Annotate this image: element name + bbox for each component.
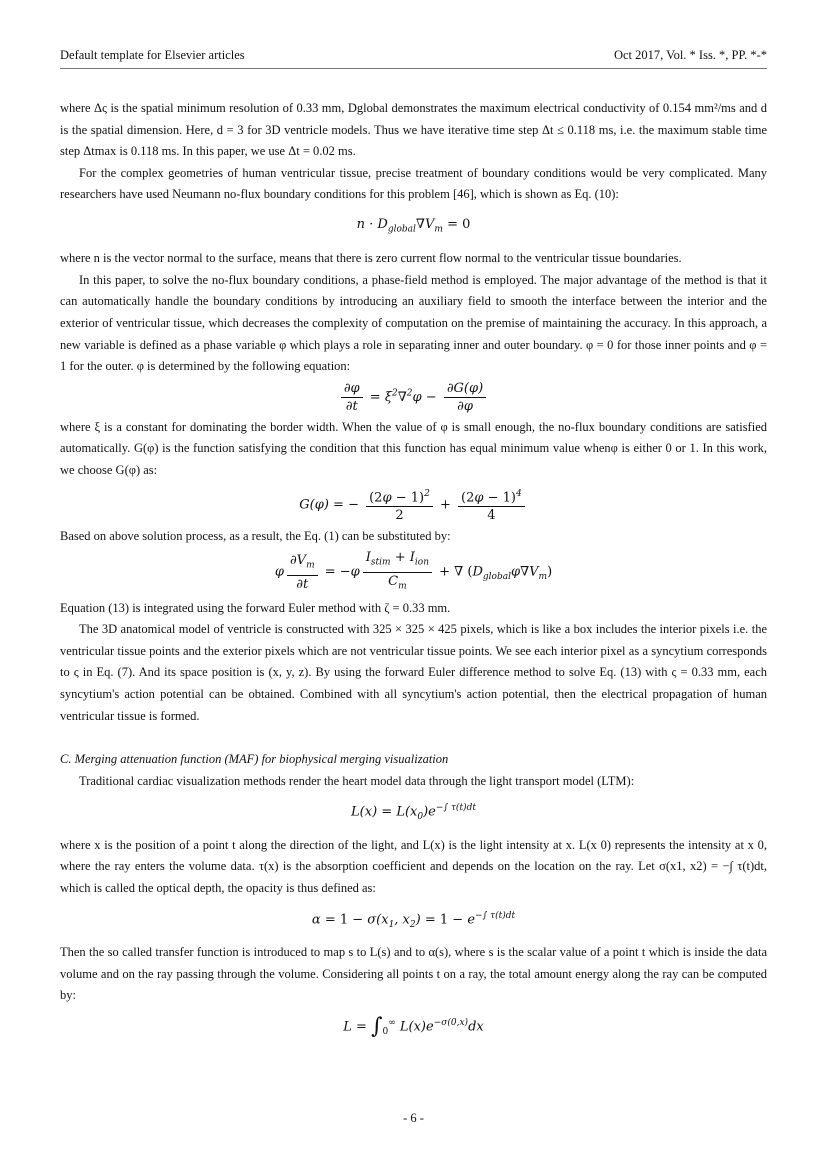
page-body: [60, 98, 767, 1043]
page-header: [60, 48, 767, 66]
equation-opacity: $\alpha = 1 - \sigma(x_1$, $x_2) = 1 - e^{-\int \tau(t)dt}$: [311, 910, 516, 930]
equation-total-energy: $L = \int_0^\infty$ $L(x)e^{-\sigma(0,x)}dx$: [343, 1013, 484, 1039]
paragraph-ltm: Traditional cardiac visualization methods render the heart model data through the light transport model (LTM):: [79, 773, 635, 788]
issue-info: Oct 2017, Vol. * Iss. *, PP. *-*: [613, 48, 767, 62]
paragraph-boundary-intro: For the complex geometries of human ventricular tissue, precise treatment of boundary conditions would be very complicated. Many researchers have used Neumann no-flux boundary conditions for this problem [46], which is shown as Eq. (10):: [60, 165, 767, 202]
paragraph-light-intensity: where x is the position of a point t along the direction of the light, and L(x) is the light intensity at x. L(x 0) represents the intensity at x 0, where the ray enters the volume data. τ(x) is the absorption coefficient and depends on the location on the ray. Let σ(x1, x2) = −∫ τ(t)dt, which is called the optical depth, the opacity is thus defined as:: [60, 837, 767, 896]
paragraph-xi-constant: where ξ is a constant for dominating the border width. When the value of φ is small enough, the no-flux boundary conditions are satisfied automatically. G(φ) is the function satisfying the condition that this function has equal minimum value whenφ is either 0 or 1. In this work, we choose G(φ) as:: [60, 419, 767, 477]
equation-g-phi: G(φ) = − $\frac{(2\varphi - 1)^2}{2}$ + $\frac{(2\varphi - 1)^4}{4}$: [60, 486, 767, 524]
paragraph-timestep: where Δς is the spatial minimum resolution of 0.33 mm, Dglobal demonstrates the maximum electrical conductivity of 0.154 mm²/ms and d is the spatial dimension. Here, d = 3 for 3D ventricle models. Thus we have iterative time step Δt ≤ 0.118 ms, i.e. the maximum stable time step Δtmax is 0.118 ms. In this paper, we use Δt = 0.02 ms.: [60, 101, 767, 159]
equation-phase-evolution: $\frac{\partial\varphi}{\partial t}$ = $\xi^2\nabla^2\varphi$ − $\frac{\partial G(\varphi)}{\partial\varphi}$: [60, 380, 767, 415]
paragraph-normal-vector: where n is the vector normal to the surface, means that there is zero current flow normal to the ventricular tissue boundaries.: [60, 251, 682, 266]
header-rule: [60, 68, 767, 69]
paragraph-substitution: Based on above solution process, as a result, the Eq. (1) can be substituted by:: [60, 528, 451, 543]
paragraph-euler: Equation (13) is integrated using the forward Euler method with ζ = 0.33 mm.: [60, 600, 451, 615]
journal-template-label: Default template for Elsevier articles: [60, 48, 245, 62]
paragraph-transfer-function: Then the so called transfer function is introduced to map s to L(s) and to α(s), where s is the scalar value of a point t which is inside the data volume and on the ray passing through the volume. Considering all points t on a ray, the total amount energy along the ray can be computed by:: [60, 945, 767, 1003]
page-number: - 6 -: [403, 1111, 424, 1125]
paragraph-phase-field: In this paper, to solve the no-flux boundary conditions, a phase-field method is employed. The major advantage of the method is that it can automatically handle the boundary conditions by introducing an auxiliary field to smooth the interface between the interior and the exterior of ventricular tissue, which decreases the complexity of computation on the premise of maintaining the accuracy. In this approach, a new variable is defined as a phase variable φ which plays a role in separating inner and outer boundary. φ = 0 for those inner points and φ = 1 for the outer. φ is determined by the following equation:: [60, 272, 767, 374]
equation-10: $n \cdot D_{global}\nabla V_m = 0$: [356, 216, 471, 235]
equation-13: φ $\frac{\partial V_m}{\partial t}$ = −φ $\frac{I_{stim} + I_{ion}}{C_m}$ + ∇ $(D_{global}\varphi\nabla V_m)$: [274, 550, 553, 592]
paragraph-anatomical-model: The 3D anatomical model of ventricle is constructed with 325 × 325 × 425 pixels, which is like a box includes the interior pixels i.e. the ventricular tissue points and the exterior pixels which are not ventricular tissue points. We see each interior pixel as a syncytium corresponds to ς in Eq. (7). And its space position is (x, y, z). By using the forward Euler difference method to solve Eq. (13) with ς = 0.33 mm, each syncytium's action potential can be obtained. Combined with all syncytium's action potential, then the electrical propagation of human ventricular tissue is formed.: [60, 622, 767, 723]
section-heading-maf: C. Merging attenuation function (MAF) for biophysical merging visualization: [60, 752, 449, 767]
equation-light-transport: $L(x) = L(x_0)e^{-\int \tau(t)dt}$: [351, 803, 476, 823]
